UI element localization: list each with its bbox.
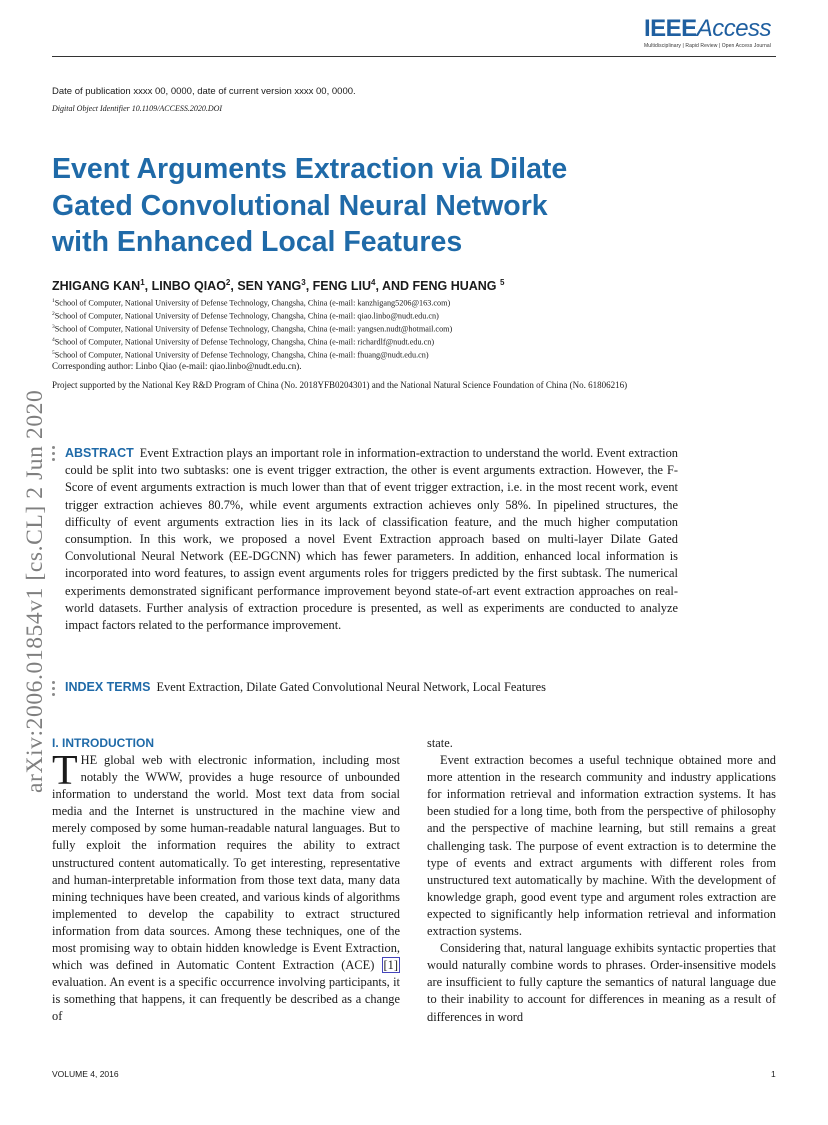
title-line: with Enhanced Local Features bbox=[52, 226, 463, 258]
funding-note: Project supported by the National Key R&D Program of China (No. 2018YFB0204301) and the National Natural Science Foundation of China (No. 61806216) bbox=[52, 380, 628, 390]
author-list: ZHIGANG KAN$^1$, LINBO QIAO$^2$, SEN YANG$^3$, FENG LIU$^4$, AND FENG HUANG $^5$ bbox=[52, 278, 505, 294]
affiliation-item: $^1$School of Computer, National University of Defense Technology, Changsha, China (e-mail: kanzhigang5206@163.com) bbox=[52, 298, 451, 308]
affiliation-item: $^3$School of Computer, National University of Defense Technology, Changsha, China (e-mail: yangsen.nudt@hotmail.com) bbox=[52, 323, 453, 334]
author-sup: 5 bbox=[500, 278, 505, 287]
journal-logo bbox=[644, 16, 774, 49]
title-line: Event Arguments Extraction via Dilate bbox=[52, 153, 568, 185]
author-name: FENG LIU bbox=[312, 279, 371, 294]
author-sup: 3 bbox=[301, 278, 306, 287]
publication-date: Date of publication xxxx 00, 0000, date of current version xxxx 00, 0000. bbox=[52, 86, 356, 97]
intro-paragraph: Considering that, natural language exhibits syntactic properties that would naturally combine words to phrases. Order-insensitive models are insufficient to fully capture the semantics of natural language due to their inability to account for differences in meaning as a result of differences in word bbox=[427, 941, 776, 1024]
affiliation-item: $^5$School of Computer, National University of Defense Technology, Changsha, China (e-mail: fhuang@nudt.edu.cn) bbox=[52, 349, 429, 360]
title-line: Gated Convolutional Neural Network bbox=[52, 189, 548, 222]
header-divider bbox=[52, 56, 776, 57]
abstract bbox=[65, 445, 678, 634]
arxiv-stamp: arXiv:2006.01854v1 [cs.CL] 2 Jun 2020 bbox=[22, 389, 48, 793]
abstract-text: Event Extraction plays an important role in information-extraction to understand the world. Event extraction could be split into two subtasks: one is event trigger extraction, the other is event arguments extraction. However, the F-Score of event arguments extraction is much lower than that of event trigger extraction, i.e. in the most recent work, event trigger extraction achieves 80.7%, while event arguments extraction achieves only 58%. In pipelined structures, the difficulty of event arguments extraction lies in its lack of classification feature, and the much higher computation consumption. In this work, we proposed a novel Event Extraction approach based on multi-layer Dilate Gated Convolutional Neural Network (EE-DGCNN) which has fewer parameters. In addition, enhanced local information is incorporated into word features, to assign event arguments roles for triggers predicted by the first subtask. The numerical experiments demonstrated significant performance improvement beyond state-of-art event extraction approaches on real-world datasets. Further analysis of extraction procedure is presented, as well as experiments are conducted to analyze impact factors related to the performance improvement. bbox=[65, 446, 678, 633]
author-name: AND FENG HUANG bbox=[381, 279, 497, 294]
body-column-left bbox=[52, 748, 400, 1026]
abstract-marker-icon bbox=[52, 446, 56, 464]
section-heading: I. INTRODUCTION bbox=[52, 736, 154, 750]
paper-title bbox=[52, 151, 692, 261]
citation-link[interactable]: [1] bbox=[383, 958, 398, 973]
journal-logo-wordmark: IEEEAccess bbox=[644, 15, 772, 42]
affiliation-item: $^4$School of Computer, National University of Defense Technology, Changsha, China (e-mail: richardlf@nudt.edu.cn) bbox=[52, 336, 435, 347]
footer-volume: VOLUME 4, 2016 bbox=[52, 1069, 119, 1079]
author-name: SEN YANG bbox=[237, 279, 302, 294]
author-sup: 1 bbox=[140, 278, 145, 287]
doi-line: Digital Object Identifier 10.1109/ACCESS.2020.DOI bbox=[52, 104, 223, 113]
intro-paragraph: THE global web with electronic information, including most notably the WWW, provides a huge resource of unbounded information to understand the world. Most text data from social media and the Internet is unstructured in the machine view and merely composed by some human-readable natural languages. But to fully exploit the information requires the ability to extract unstructured content automatically. To get interesting, representative and human-interpretable information from those text data, many data mining techniques have been created, and various kinds of algorithms implemented to develop the capability to extract structured information from data sources. Among these techniques, one of the most promising way to obtain hidden knowledge is Event Extraction, which was defined in Automatic Content Extraction (ACE) [1] evaluation. An event is a specific occurrence involving participants, it is something that happens, it can frequently be described as a change of bbox=[52, 748, 400, 1024]
affiliation-list bbox=[52, 296, 452, 361]
journal-logo-tagline: Multidisciplinary | Rapid Review | Open Access Journal bbox=[644, 43, 771, 49]
abstract-heading: ABSTRACT bbox=[65, 446, 134, 460]
body-column-right bbox=[427, 735, 776, 1026]
author-name: LINBO QIAO bbox=[151, 279, 226, 294]
intro-paragraph: Event extraction becomes a useful technique obtained more and more attention in the research community and industry applications for information retrieval and information extraction systems. It has been studied for a long time, both from the perspective of philosophy and the perspective of machine learning, but still remains a great challenging task. The purpose of event extraction is to determine the type of events and extract arguments with different roles from unstructured text automatically by machine. With the development of knowledge graph, good event type and argument roles extraction are expected to significantly help information retrieval and information extraction systems. bbox=[427, 753, 776, 939]
drop-cap: T bbox=[52, 748, 78, 794]
author-sup: 4 bbox=[371, 278, 376, 287]
page-number: 1 bbox=[771, 1069, 776, 1079]
intro-paragraph-continued: state. bbox=[427, 736, 453, 750]
index-terms-heading: INDEX TERMS bbox=[65, 680, 151, 694]
index-terms bbox=[65, 680, 705, 695]
author-name: ZHIGANG KAN bbox=[52, 279, 141, 294]
corresponding-author: Corresponding author: Linbo Qiao (e-mail: qiao.linbo@nudt.edu.cn). bbox=[52, 361, 302, 371]
index-marker-icon bbox=[52, 681, 56, 699]
affiliation-item: $^2$School of Computer, National University of Defense Technology, Changsha, China (e-mail: qiao.linbo@nudt.edu.cn) bbox=[52, 310, 439, 321]
author-sup: 2 bbox=[225, 278, 231, 287]
index-terms-text: Event Extraction, Dilate Gated Convolutional Neural Network, Local Features bbox=[156, 680, 546, 694]
